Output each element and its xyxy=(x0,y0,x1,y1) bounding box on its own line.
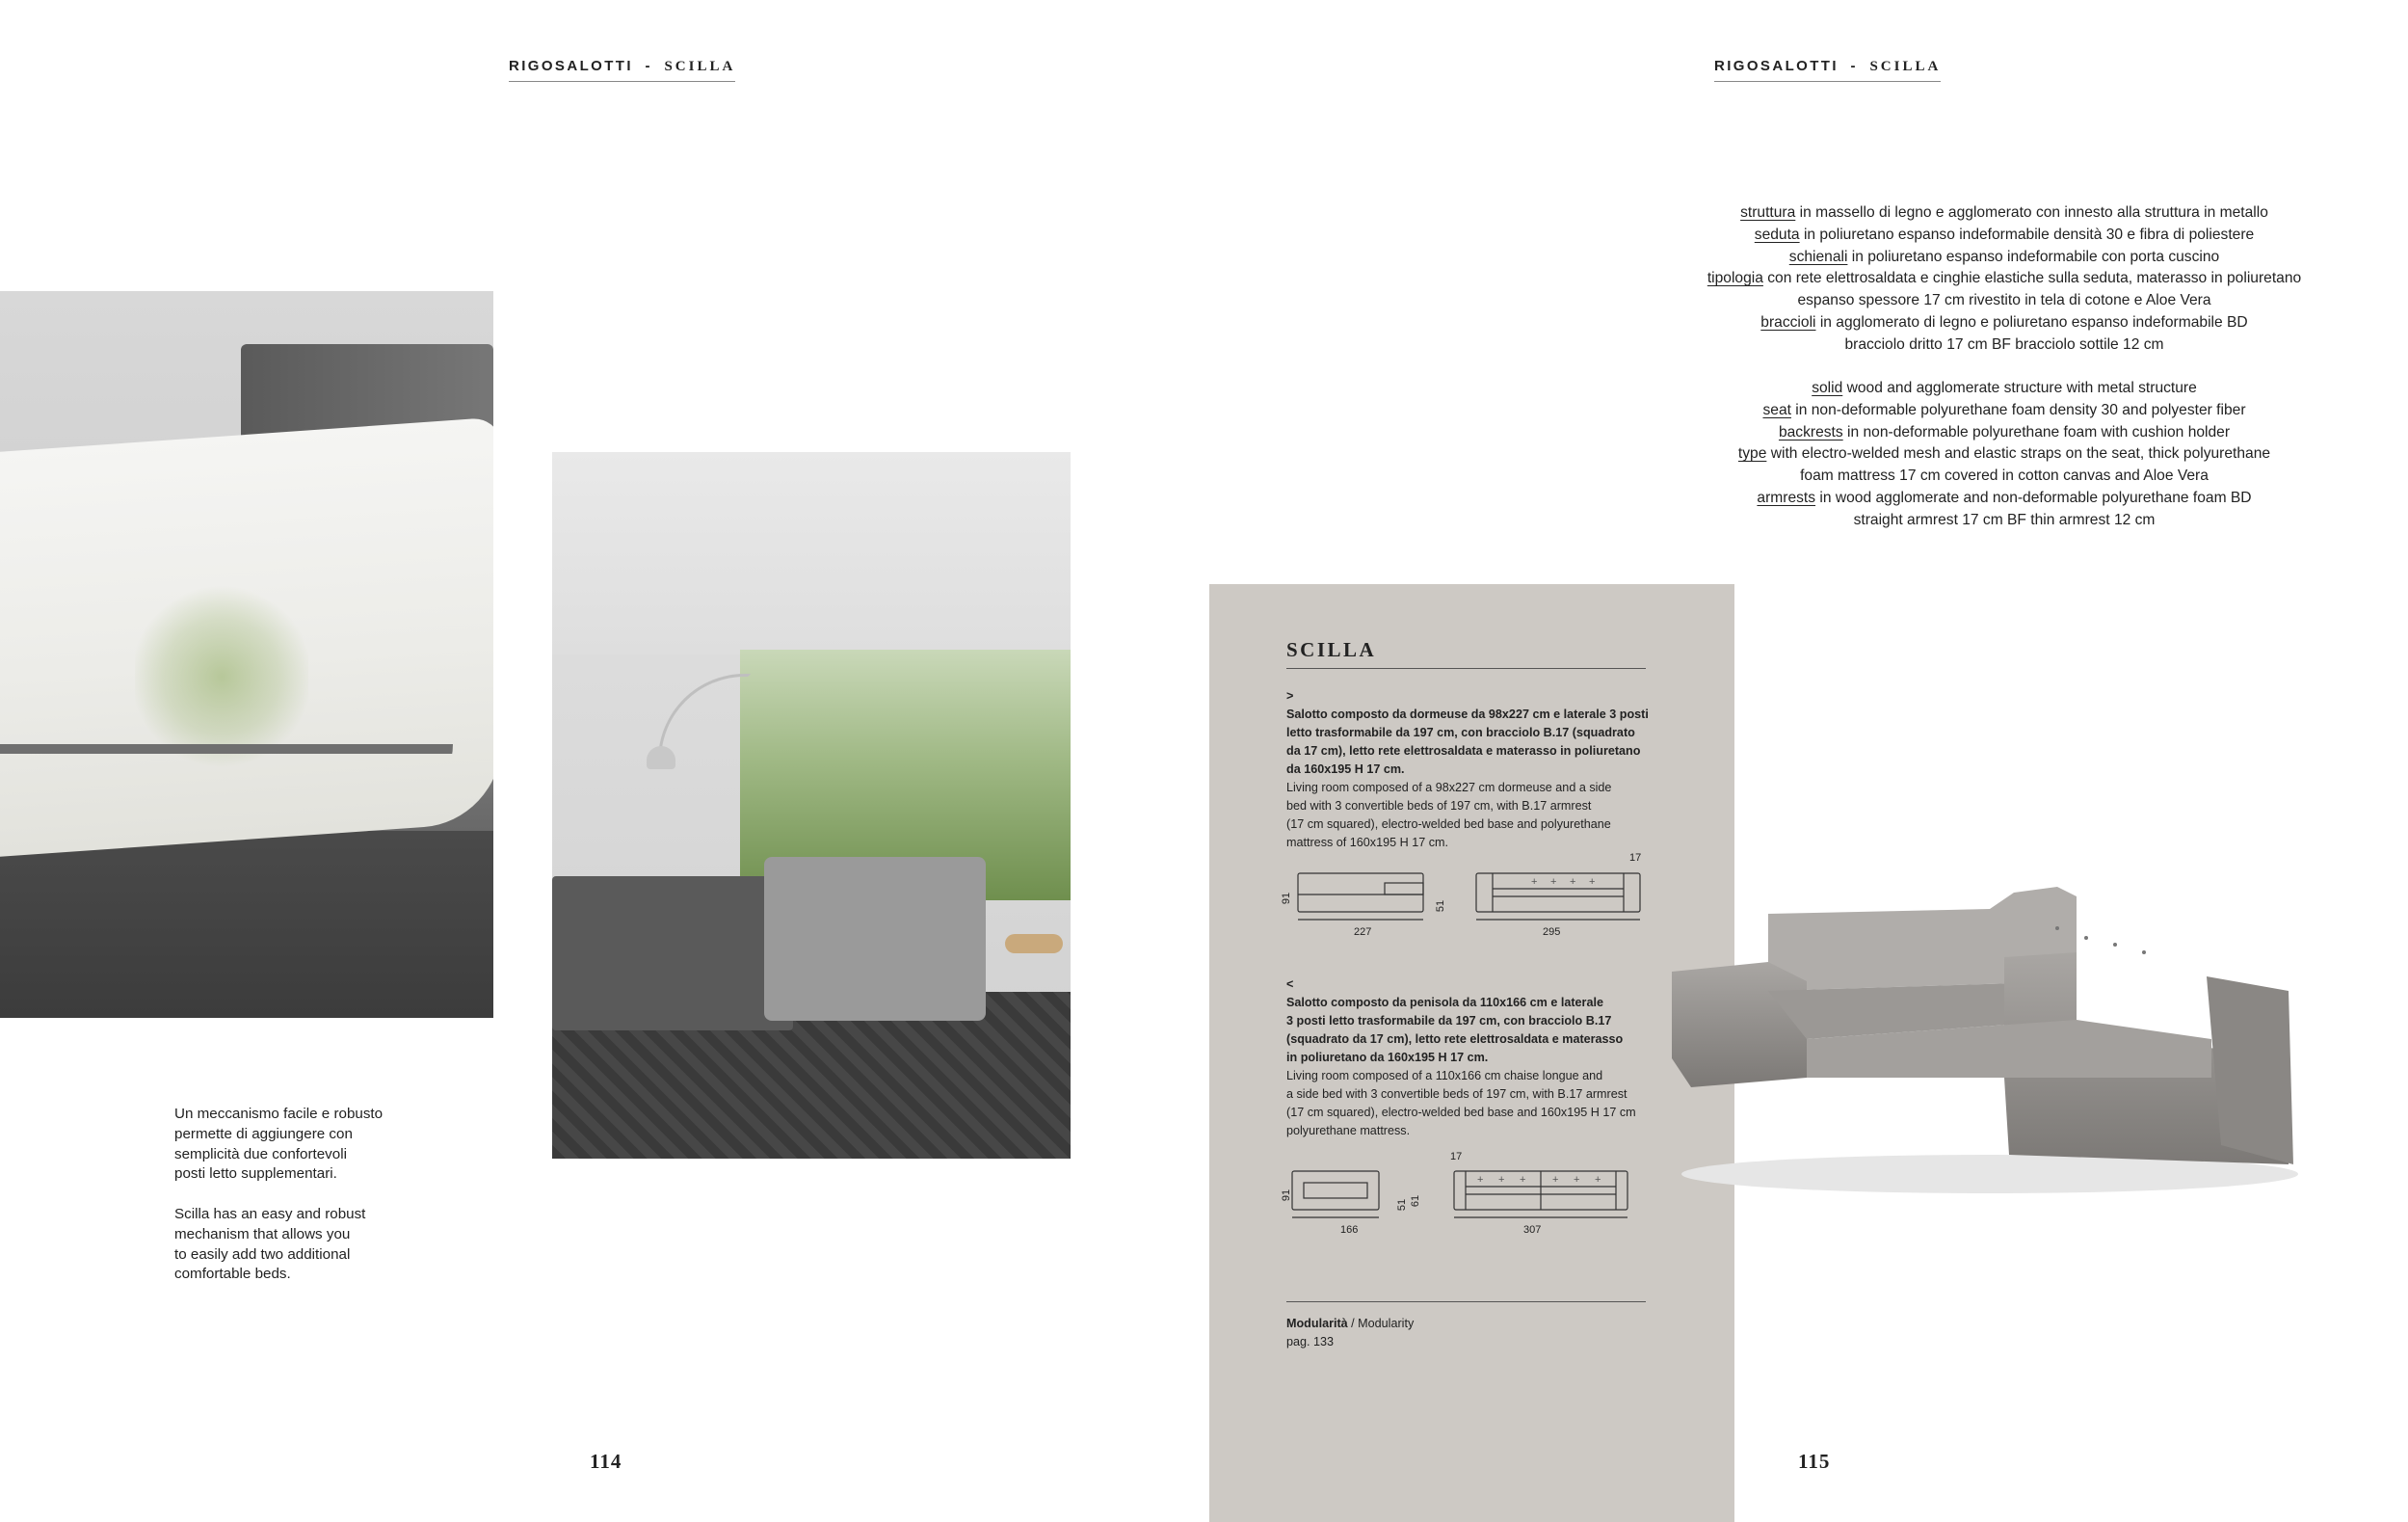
header-separator: - xyxy=(645,58,652,74)
svg-text:+: + xyxy=(1570,876,1576,888)
spec-text: foam mattress 17 cm covered in cotton canvas and Aloe Vera xyxy=(1800,467,2209,485)
modularity-reference xyxy=(1286,1315,1414,1351)
dim-depth: 17 xyxy=(1629,852,1642,864)
modularity-label: Modularità xyxy=(1286,1317,1348,1330)
svg-text:+: + xyxy=(1589,876,1596,888)
floor xyxy=(0,831,493,1018)
spec-key: seduta xyxy=(1754,226,1800,243)
spec-line xyxy=(1445,202,2408,225)
svg-text:+: + xyxy=(1574,1174,1580,1186)
caption-italian: Un meccanismo facile e robusto permette di aggiungere con semplicità due confortevoli posti letto supplementari. xyxy=(174,1106,384,1183)
composition-it: Salotto composto da dormeuse da 98x227 cm e laterale 3 posti letto trasformabile da 197 cm, con bracciolo B.17 (squadrato da 17 cm), letto rete elettrosaldata e materasso in poliuretano da 160x195 H 17 cm. xyxy=(1286,708,1649,776)
page-reference: pag. 133 xyxy=(1286,1335,1335,1348)
composition-en: Living room composed of a 110x166 cm chaise longue and a side bed with 3 convertible beds of 197 cm, with B.17 armrest (17 cm squared), electro-welded bed base and 160x195 H 17 cm polyurethane mattress. xyxy=(1286,1069,1636,1137)
spec-line xyxy=(1445,225,2408,247)
dim-width-left: 227 xyxy=(1354,926,1372,938)
spec-text: in wood agglomerate and non-deformable polyurethane foam BD xyxy=(1815,489,2252,506)
product-card xyxy=(1209,584,1734,1522)
brand-name: RIGOSALOTTI xyxy=(1714,58,1839,74)
spec-line xyxy=(1445,510,2408,532)
model-name: SCILLA xyxy=(664,59,736,74)
spec-english xyxy=(1445,378,2408,532)
spec-key: armrests xyxy=(1757,489,1816,506)
svg-text:+: + xyxy=(1550,876,1557,888)
svg-text:+: + xyxy=(1477,1174,1484,1186)
dim-height-mid: 61 xyxy=(1410,1194,1422,1208)
spec-line xyxy=(1445,488,2408,510)
lamp-shade xyxy=(647,746,675,769)
header-separator: - xyxy=(1850,58,1858,74)
spec-key: braccioli xyxy=(1760,313,1816,331)
side-table xyxy=(1005,934,1063,953)
spec-key: schienali xyxy=(1788,248,1848,265)
spec-italian xyxy=(1445,202,2408,357)
svg-text:+: + xyxy=(1520,1174,1526,1186)
spec-text: espanso spessore 17 cm rivestito in tela di cotone e Aloe Vera xyxy=(1797,292,2211,309)
dim-width-left: 166 xyxy=(1340,1224,1359,1236)
spec-line xyxy=(1445,378,2408,400)
model-name: SCILLA xyxy=(1869,59,1942,74)
spec-line xyxy=(1445,290,2408,312)
dim-height-mid: 51 xyxy=(1396,1198,1409,1212)
spec-line xyxy=(1445,334,2408,357)
modularity-label-en: / Modularity xyxy=(1347,1317,1415,1330)
spec-text: straight armrest 17 cm BF thin armrest 12 cm xyxy=(1853,511,2156,528)
spec-text: bracciolo dritto 17 cm BF bracciolo sottile 12 cm xyxy=(1844,335,2164,353)
card-divider xyxy=(1286,1301,1646,1302)
composition-it: Salotto composto da penisola da 110x166 cm e laterale 3 posti letto trasformabile da 197 cm, con bracciolo B.17 (squadrato da 17 cm), letto rete elettrosaldata e materasso in poliuretano da 160x195 H 17 cm. xyxy=(1286,996,1624,1064)
spec-text: wood and agglomerate structure with metal structure xyxy=(1842,380,2197,396)
spec-key: solid xyxy=(1812,380,1843,396)
dim-width-right: 307 xyxy=(1523,1224,1542,1236)
bed xyxy=(552,876,793,1030)
spec-text: with electro-welded mesh and elastic straps on the seat, thick polyurethane xyxy=(1766,445,2271,463)
dim-height-left: 91 xyxy=(1281,892,1293,905)
composition-en: Living room composed of a 98x227 cm dormeuse and a side bed with 3 convertible beds of 197 cm, with B.17 armrest (17 cm squared), electro-welded bed base and polyurethane mattress of 160x195 H 17 cm. xyxy=(1286,781,1612,849)
brand-name: RIGOSALOTTI xyxy=(509,58,633,74)
spec-line xyxy=(1445,247,2408,269)
spec-line xyxy=(1445,422,2408,444)
dim-height-mid: 51 xyxy=(1435,899,1447,913)
composition-1-diagram xyxy=(1279,850,1664,929)
spec-key: seat xyxy=(1762,401,1791,418)
spec-text: in non-deformable polyurethane foam density 30 and polyester fiber xyxy=(1790,401,2246,418)
page-number-right: 115 xyxy=(1798,1450,1831,1473)
running-header-right xyxy=(1714,58,1941,82)
spec-line xyxy=(1445,312,2408,334)
composition-2-diagram xyxy=(1279,1148,1664,1227)
svg-text:+: + xyxy=(1498,1174,1505,1186)
card-title: SCILLA xyxy=(1286,638,1646,669)
spec-text: in poliuretano espanso indeformabile con porta cuscino xyxy=(1847,248,2220,265)
caption-english: Scilla has an easy and robust mechanism that allows you to easily add two additional comfortable beds. xyxy=(174,1206,366,1283)
living-room-photo xyxy=(552,452,1071,1159)
sofa-bed xyxy=(764,857,986,1021)
spec-key: tipologia xyxy=(1707,270,1763,287)
spec-line xyxy=(1445,268,2408,290)
spec-line xyxy=(1445,400,2408,422)
composition-2 xyxy=(1286,975,1662,1140)
spec-key: backrests xyxy=(1778,423,1843,441)
svg-text:+: + xyxy=(1552,1174,1559,1186)
dim-depth: 17 xyxy=(1450,1151,1463,1162)
spec-text: in agglomerato di legno e poliuretano espanso indeformabile BD xyxy=(1815,313,2248,331)
mattress-closeup-photo xyxy=(0,291,493,1018)
spec-key: type xyxy=(1737,445,1767,463)
spec-text: in poliuretano espanso indeformabile densità 30 e fibra di poliestere xyxy=(1799,226,2255,243)
spec-line xyxy=(1445,443,2408,466)
dim-height-left: 91 xyxy=(1281,1188,1293,1202)
ceiling-wall xyxy=(552,452,1071,654)
composition-1 xyxy=(1286,687,1662,852)
running-header-left xyxy=(509,58,735,82)
dim-width-right: 295 xyxy=(1543,926,1561,938)
spec-line xyxy=(1445,466,2408,488)
spec-text: in non-deformable polyurethane foam with cushion holder xyxy=(1842,423,2231,441)
svg-text:+: + xyxy=(1531,876,1538,888)
svg-text:+: + xyxy=(1595,1174,1601,1186)
spec-key: struttura xyxy=(1740,204,1796,221)
spec-text: con rete elettrosaldata e cinghie elastiche sulla seduta, materasso in poliuretano xyxy=(1762,270,2302,287)
spec-text: in massello di legno e agglomerato con innesto alla struttura in metallo xyxy=(1795,204,2268,221)
arrow-left-icon: < xyxy=(1286,977,1294,991)
bed-frame xyxy=(0,744,453,812)
page-number-left: 114 xyxy=(590,1450,622,1473)
corner-sofa-photo xyxy=(1672,885,2298,1203)
arrow-right-icon: > xyxy=(1286,689,1294,703)
